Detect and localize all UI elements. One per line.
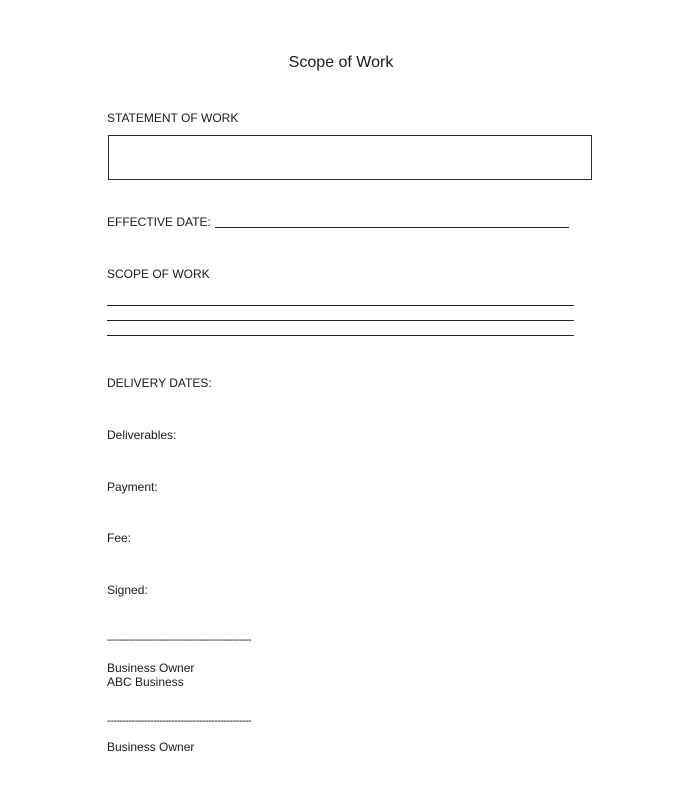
statement-of-work-label: STATEMENT OF WORK: [107, 111, 239, 125]
scope-of-work-line-2[interactable]: [107, 320, 574, 321]
page-title: Scope of Work: [288, 54, 394, 71]
scope-of-work-line-1[interactable]: [107, 305, 574, 306]
signature-1-company: ABC Business: [107, 675, 184, 689]
deliverables-label: Deliverables:: [107, 428, 177, 442]
delivery-dates-label: DELIVERY DATES:: [107, 376, 212, 390]
signature-1-name: Business Owner: [107, 661, 195, 675]
signature-2-name: Business Owner: [107, 740, 195, 754]
effective-date-blank-line[interactable]: [215, 227, 569, 228]
signature-2-dash-line: -----------------------------------------------: [107, 715, 251, 727]
fee-label: Fee:: [107, 531, 132, 545]
signed-label: Signed:: [107, 583, 148, 597]
effective-date-label: EFFECTIVE DATE:: [107, 215, 211, 229]
payment-label: Payment:: [107, 480, 158, 494]
scope-of-work-line-3[interactable]: [107, 335, 574, 336]
statement-of-work-box[interactable]: [108, 135, 592, 180]
scope-of-work-label: SCOPE OF WORK: [107, 267, 210, 281]
signature-1-dash-line: -----------------------------------------------: [107, 634, 251, 646]
